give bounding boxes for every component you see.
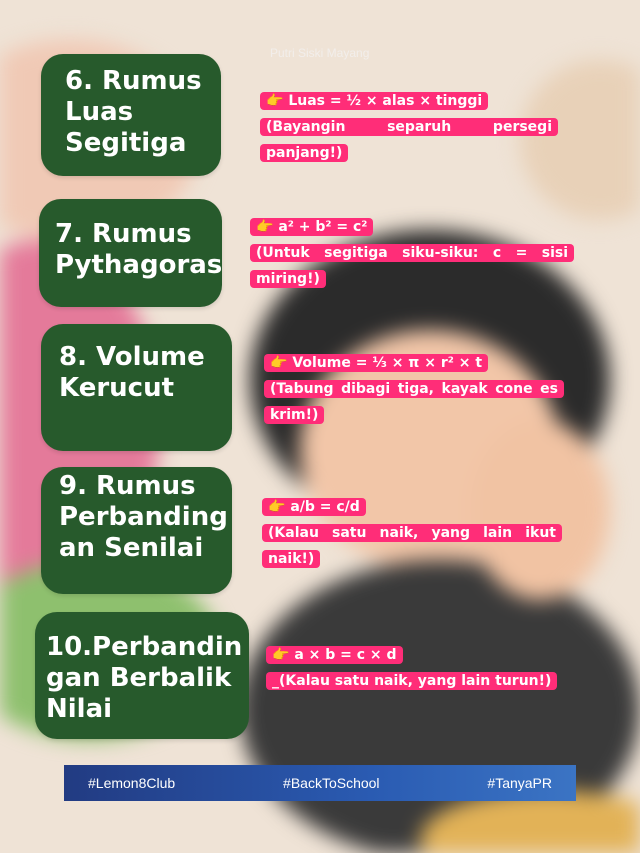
title-card-6: [41, 54, 221, 176]
formula-10: a × b = c × d: [294, 647, 397, 663]
description-7: (Untuk segitiga siku-siku: c = sisi miring!): [250, 244, 574, 288]
hashtag-backtoschool[interactable]: #BackToSchool: [283, 775, 380, 791]
title-card-9-text: 9. Rumus Perbanding an Senilai: [59, 471, 228, 563]
pointer-icon: 👉: [272, 647, 290, 663]
hashtag-bar: [64, 765, 576, 801]
formula-7: a² + b² = c²: [278, 219, 368, 235]
formula-6: Luas = ½ × alas × tinggi: [288, 93, 483, 109]
hashtag-tanyapr[interactable]: #TanyaPR: [487, 775, 552, 791]
pointer-icon: 👉: [270, 355, 288, 371]
title-card-9: [41, 467, 232, 594]
description-6: (Bayangin separuh persegi panjang!): [260, 118, 558, 162]
title-card-10: [35, 612, 249, 739]
description-10: _(Kalau satu naik, yang lain turun!): [266, 672, 557, 690]
pointer-icon: 👉: [268, 499, 286, 515]
title-card-10-text: 10.Perbandin gan Berbalik Nilai: [46, 632, 243, 724]
author-watermark: Putri Siski Mayang: [270, 46, 370, 60]
title-card-7: [39, 199, 222, 307]
pointer-icon: 👉: [256, 219, 274, 235]
formula-note-10: [266, 642, 566, 694]
formula-note-8: [264, 350, 564, 428]
title-card-8-text: 8. Volume Kerucut: [59, 342, 205, 403]
title-card-7-text: 7. Rumus Pythagoras: [55, 219, 223, 280]
formula-note-9: [262, 494, 562, 572]
description-8: (Tabung dibagi tiga, kayak cone es krim!): [264, 380, 564, 424]
title-card-8: [41, 324, 232, 451]
description-9: (Kalau satu naik, yang lain ikut naik!): [262, 524, 562, 568]
formula-note-6: [260, 88, 564, 166]
formula-8: Volume = ⅓ × π × r² × t: [292, 355, 483, 371]
formula-note-7: [250, 214, 574, 292]
formula-9: a/b = c/d: [290, 499, 360, 515]
title-card-6-text: 6. Rumus Luas Segitiga: [65, 66, 202, 158]
hashtag-lemon8club[interactable]: #Lemon8Club: [88, 775, 176, 791]
pointer-icon: 👉: [266, 93, 284, 109]
